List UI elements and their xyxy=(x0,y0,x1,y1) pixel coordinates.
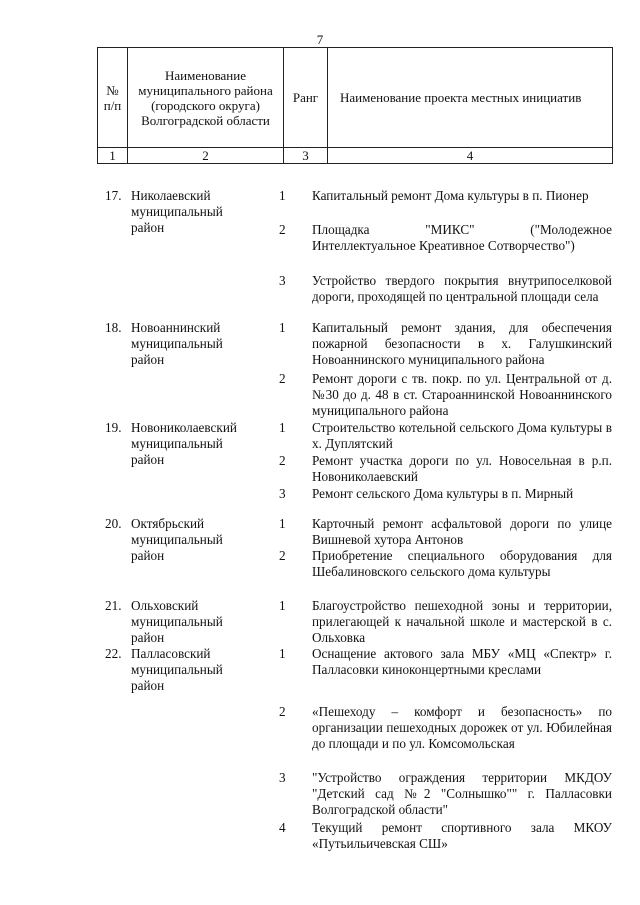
project-name: Текущий ремонт спортивного зала МКОУ «Путьильичевская СШ» xyxy=(312,820,612,851)
row-number: 19. xyxy=(105,420,122,435)
row-number: 20. xyxy=(105,516,122,531)
index-row xyxy=(98,148,613,164)
project-rank: 1 xyxy=(279,516,286,531)
row-number: 21. xyxy=(105,598,122,613)
row-number: 18. xyxy=(105,320,122,335)
project-name: «Пешеходу – комфорт и безопасность» по организации пешеходных дорожек от ул. Юбилейная до площади и по ул. Комсомольская xyxy=(312,704,612,751)
project-rank: 2 xyxy=(279,222,286,237)
row-number: 17. xyxy=(105,188,122,203)
project-name: Благоустройство пешеходной зоны и территории, прилегающей к начальной школе и мастерской в с. Ольховка xyxy=(312,598,612,645)
project-name: Строительство котельной сельского Дома культуры в х. Дуплятский xyxy=(312,420,612,451)
district-name: Новоаннинский муниципальный район xyxy=(131,320,223,367)
project-rank: 2 xyxy=(279,704,286,719)
district-name: Ольховский муниципальный район xyxy=(131,598,223,645)
row-number: 22. xyxy=(105,646,122,661)
col-num-header xyxy=(98,48,128,148)
table-header xyxy=(97,47,613,164)
col-num-header-text: № п/п xyxy=(103,82,122,113)
index-cell: 2 xyxy=(128,148,284,164)
project-rank: 2 xyxy=(279,548,286,563)
col-rank-header: Ранг xyxy=(284,48,328,148)
district-name: Новониколаевский муниципальный район xyxy=(131,420,237,467)
project-name: Устройство твердого покрытия внутрипоселковой дороги, проходящей по центральной площади села xyxy=(312,273,612,304)
project-name: Приобретение специального оборудования для Шебалиновского сельского дома культуры xyxy=(312,548,612,579)
project-name: "Устройство ограждения территории МКДОУ "Детский сад №2 "Солнышко"" г. Палласовки Волгоградской области" xyxy=(312,770,612,817)
project-rank: 2 xyxy=(279,371,286,386)
project-rank: 3 xyxy=(279,770,286,785)
project-rank: 4 xyxy=(279,820,286,835)
col-project-header: Наименование проекта местных инициатив xyxy=(328,48,613,148)
col-district-header: Наименование муниципального района (городского округа) Волгоградской области xyxy=(128,48,284,148)
project-rank: 3 xyxy=(279,486,286,501)
project-name: Капитальный ремонт Дома культуры в п. Пионер xyxy=(312,188,589,203)
project-rank: 1 xyxy=(279,598,286,613)
project-rank: 1 xyxy=(279,646,286,661)
project-rank: 2 xyxy=(279,453,286,468)
index-cell: 3 xyxy=(284,148,328,164)
project-name: Ремонт сельского Дома культуры в п. Мирный xyxy=(312,486,574,501)
project-name: Оснащение актового зала МБУ «МЦ «Спектр» г. Палласовки киноконцертными креслами xyxy=(312,646,612,677)
header-row xyxy=(98,48,613,148)
page-number: 7 xyxy=(316,32,324,47)
project-name: Ремонт участка дороги по ул. Новосельная в р.п. Новониколаевский xyxy=(312,453,612,484)
project-name: Карточный ремонт асфальтовой дороги по улице Вишневой хутора Антонов xyxy=(312,516,612,547)
project-rank: 1 xyxy=(279,420,286,435)
district-name: Палласовский муниципальный район xyxy=(131,646,223,693)
project-rank: 3 xyxy=(279,273,286,288)
project-rank: 1 xyxy=(279,188,286,203)
project-name: Капитальный ремонт здания, для обеспечения пожарной безопасности в х. Галушкинский Новоаннинского муниципального района xyxy=(312,320,612,367)
index-cell: 1 xyxy=(98,148,128,164)
project-rank: 1 xyxy=(279,320,286,335)
district-name: Октябрьский муниципальный район xyxy=(131,516,223,563)
district-name: Николаевский муниципальный район xyxy=(131,188,223,235)
index-cell: 4 xyxy=(328,148,613,164)
project-name: Ремонт дороги с тв. покр. по ул. Центральной от д.№30 до д. 48 в ст. Староаннинской Новоаннинского муниципального района xyxy=(312,371,612,418)
project-name: Площадка "МИКС" ("Молодежное Интеллектуальное Креативное Сотворчество") xyxy=(312,222,612,253)
